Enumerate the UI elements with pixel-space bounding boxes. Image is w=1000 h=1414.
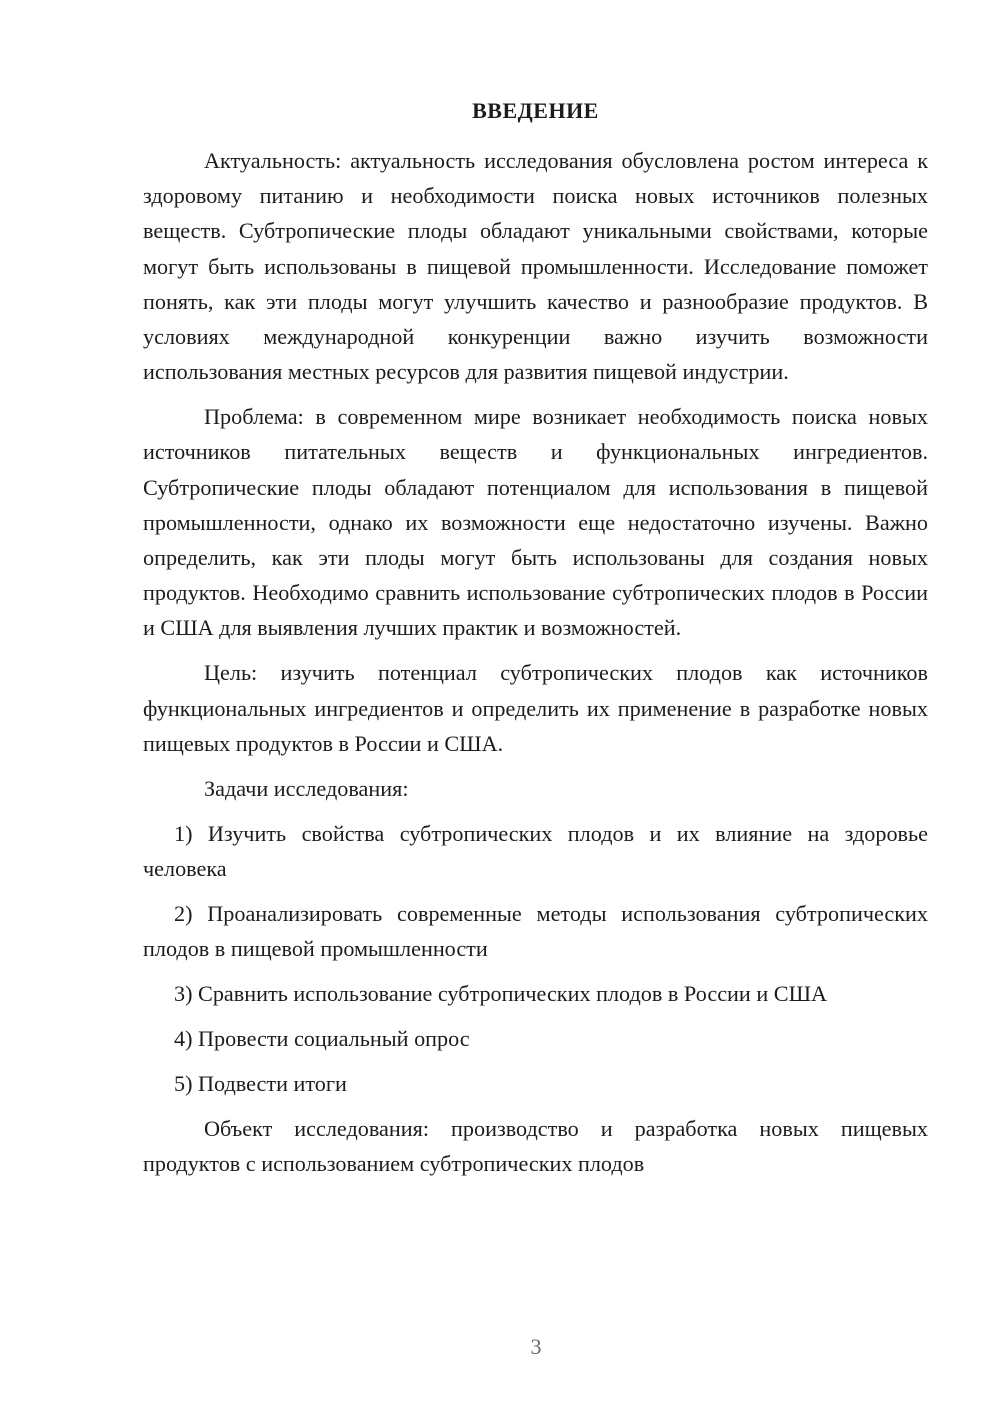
- page-title: ВВЕДЕНИЕ: [472, 98, 599, 123]
- paragraph-problem: Проблема: в современном мире возникает необходимость поиска новых источников питательных веществ и функциональных ингредиентов. Субтропические плоды обладают потенциалом для использования в пищевой промышленности, однако их возможности еще недостаточно изучены. Важно определить, как эти плоды могут быть использованы для создания новых продуктов. Необходимо сравнить использование субтропических плодов в России и США для выявления лучших практик и возможностей.: [143, 404, 928, 641]
- task-item-1: 1) Изучить свойства субтропических плодов и их влияние на здоровье человека: [143, 820, 928, 882]
- paragraph-relevance: Актуальность: актуальность исследования обусловлена ростом интереса к здоровому питанию и необходимости поиска новых источников полезных веществ. Субтропические плоды обладают уникальными свойствами, которые могут быть использованы в пищевой промышленности. Исследование поможет понять, как эти плоды могут улучшить качество и разнообразие продуктов. В условиях международной конкуренции важно изучить возможности использования местных ресурсов для развития пищевой индустрии.: [143, 148, 928, 385]
- document-body: [143, 143, 928, 1191]
- tasks-heading: Задачи исследования:: [204, 775, 409, 801]
- paragraph-goal: Цель: изучить потенциал субтропических плодов как источников функциональных ингредиентов и определить их применение в разработке новых пищевых продуктов в России и США.: [143, 660, 928, 756]
- task-item-5: 5) Подвести итоги: [174, 1071, 347, 1097]
- task-item-4: 4) Провести социальный опрос: [174, 1026, 470, 1052]
- task-item-2: 2) Проанализировать современные методы использования субтропических плодов в пищевой промышленности: [143, 901, 928, 962]
- page-number: 3: [530, 1334, 542, 1359]
- task-item-3: 3) Сравнить использование субтропических плодов в России и США: [174, 981, 827, 1007]
- paragraph-object: Объект исследования: производство и разработка новых пищевых продуктов с использованием субтропических плодов: [143, 1116, 928, 1177]
